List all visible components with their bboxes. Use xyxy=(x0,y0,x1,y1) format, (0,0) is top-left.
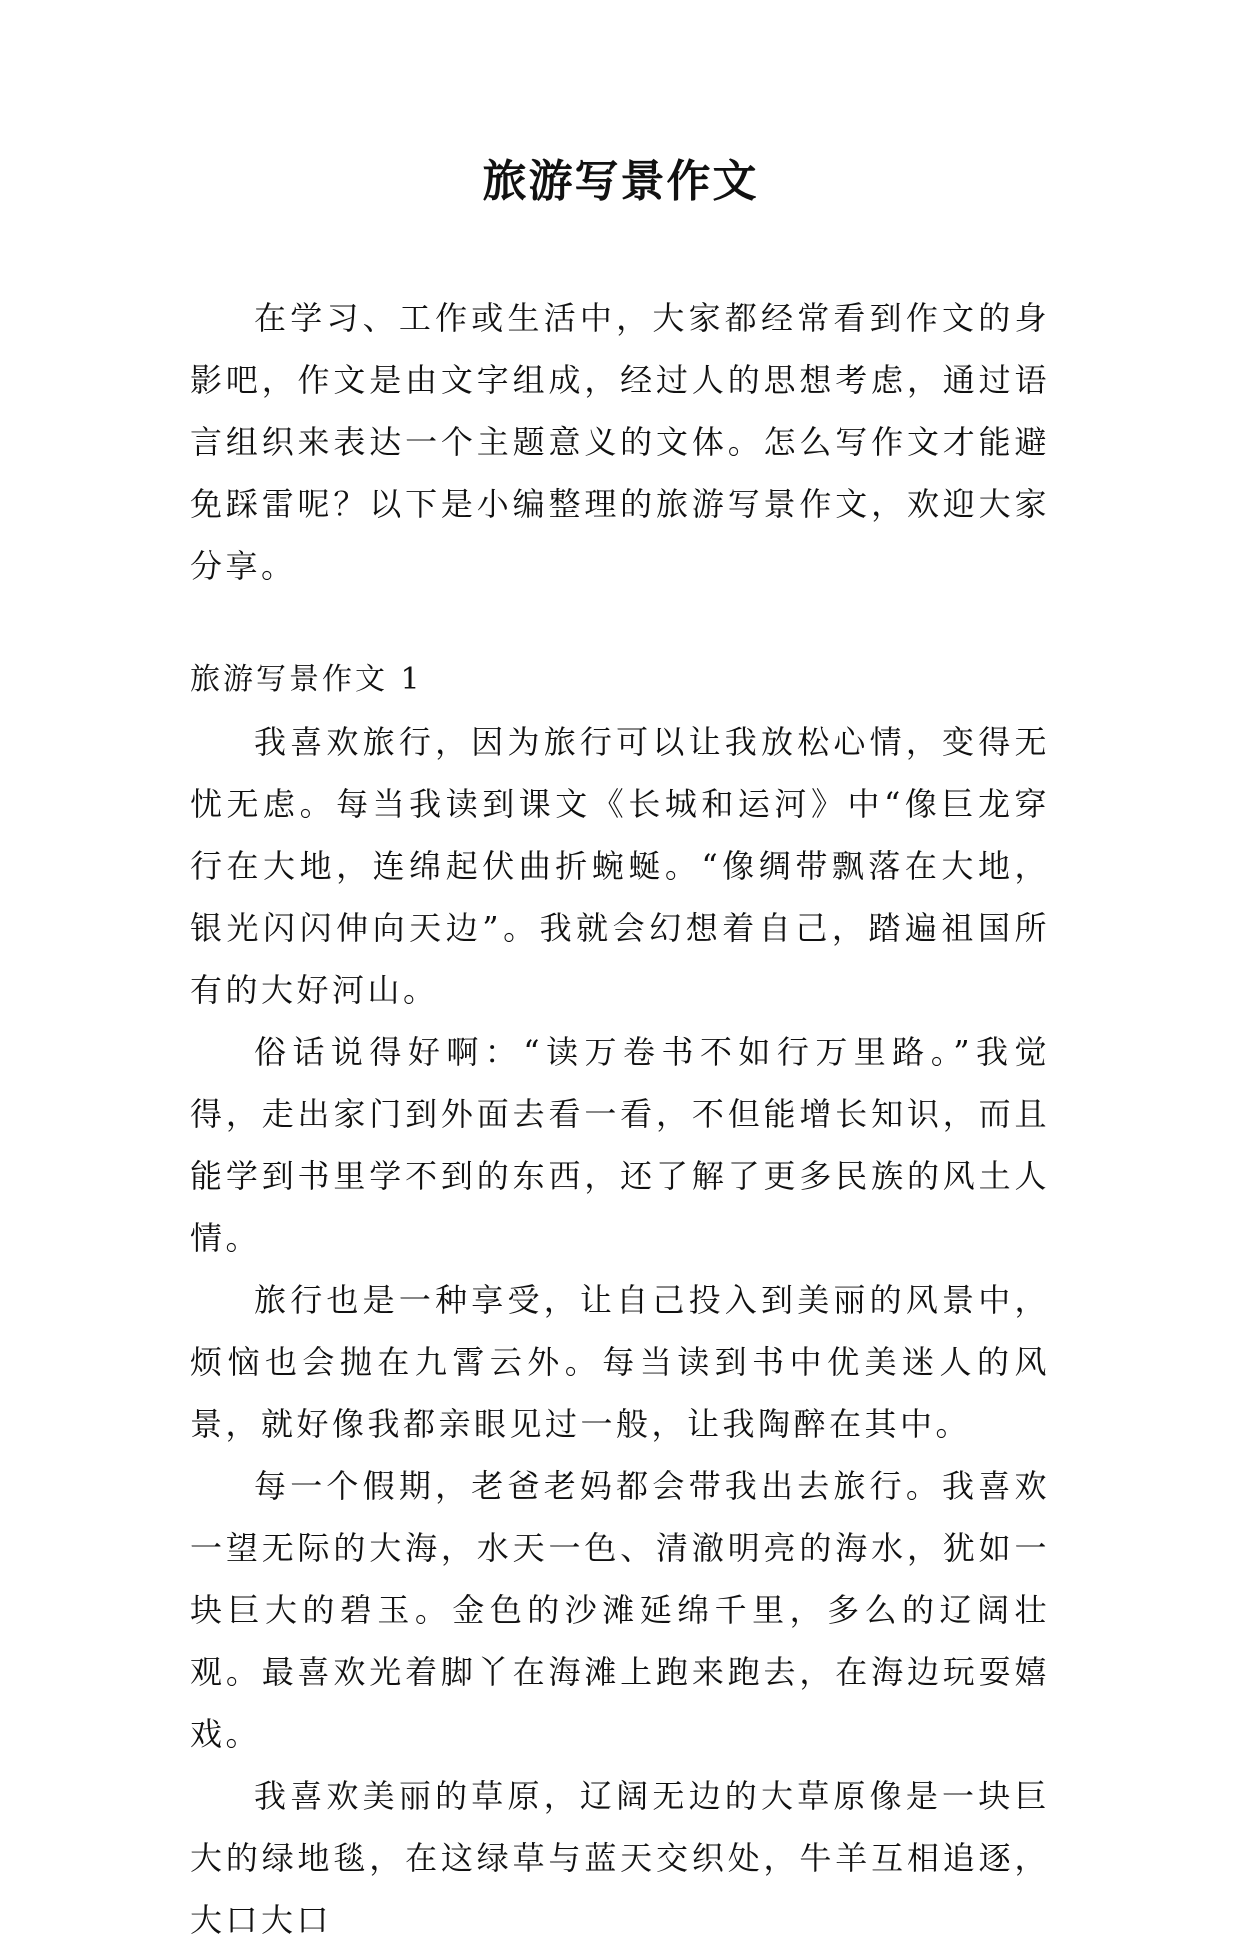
body-paragraph: 俗话说得好啊：“读万卷书不如行万里路。”我觉得，走出家门到外面去看一看，不但能增长知识，而且能学到书里学不到的东西，还了解了更多民族的风土人情。 xyxy=(190,1033,1050,1257)
intro-paragraph: 在学习、工作或生活中，大家都经常看到作文的身影吧，作文是由文字组成，经过人的思想考虑，通过语言组织来表达一个主题意义的文体。怎么写作文才能避免踩雷呢？以下是小编整理的旅游写景作文，欢迎大家分享。 xyxy=(190,299,1050,585)
body-paragraph: 我喜欢美丽的草原，辽阔无边的大草原像是一块巨大的绿地毯，在这绿草与蓝天交织处，牛羊互相追逐，大口大口 xyxy=(190,1777,1050,1939)
document-title: 旅游写景作文 xyxy=(482,156,759,207)
body-paragraph: 我喜欢旅行，因为旅行可以让我放松心情，变得无忧无虑。每当我读到课文《长城和运河》中“像巨龙穿行在大地，连绵起伏曲折蜿蜒。“像绸带飘落在大地，银光闪闪伸向天边”。我就会幻想着自己，踏遍祖国所有的大好河山。 xyxy=(190,723,1050,1009)
body-paragraph: 每一个假期，老爸老妈都会带我出去旅行。我喜欢一望无际的大海，水天一色、清澈明亮的海水，犹如一块巨大的碧玉。金色的沙滩延绵千里，多么的辽阔壮观。最喜欢光着脚丫在海滩上跑来跑去，在海边玩耍嬉戏。 xyxy=(190,1467,1050,1753)
section-heading: 旅游写景作文 1 xyxy=(190,662,423,697)
document-body xyxy=(190,287,1050,1951)
body-paragraph: 旅行也是一种享受，让自己投入到美丽的风景中，烦恼也会抛在九霄云外。每当读到书中优美迷人的风景，就好像我都亲眼见过一般，让我陶醉在其中。 xyxy=(190,1281,1050,1443)
